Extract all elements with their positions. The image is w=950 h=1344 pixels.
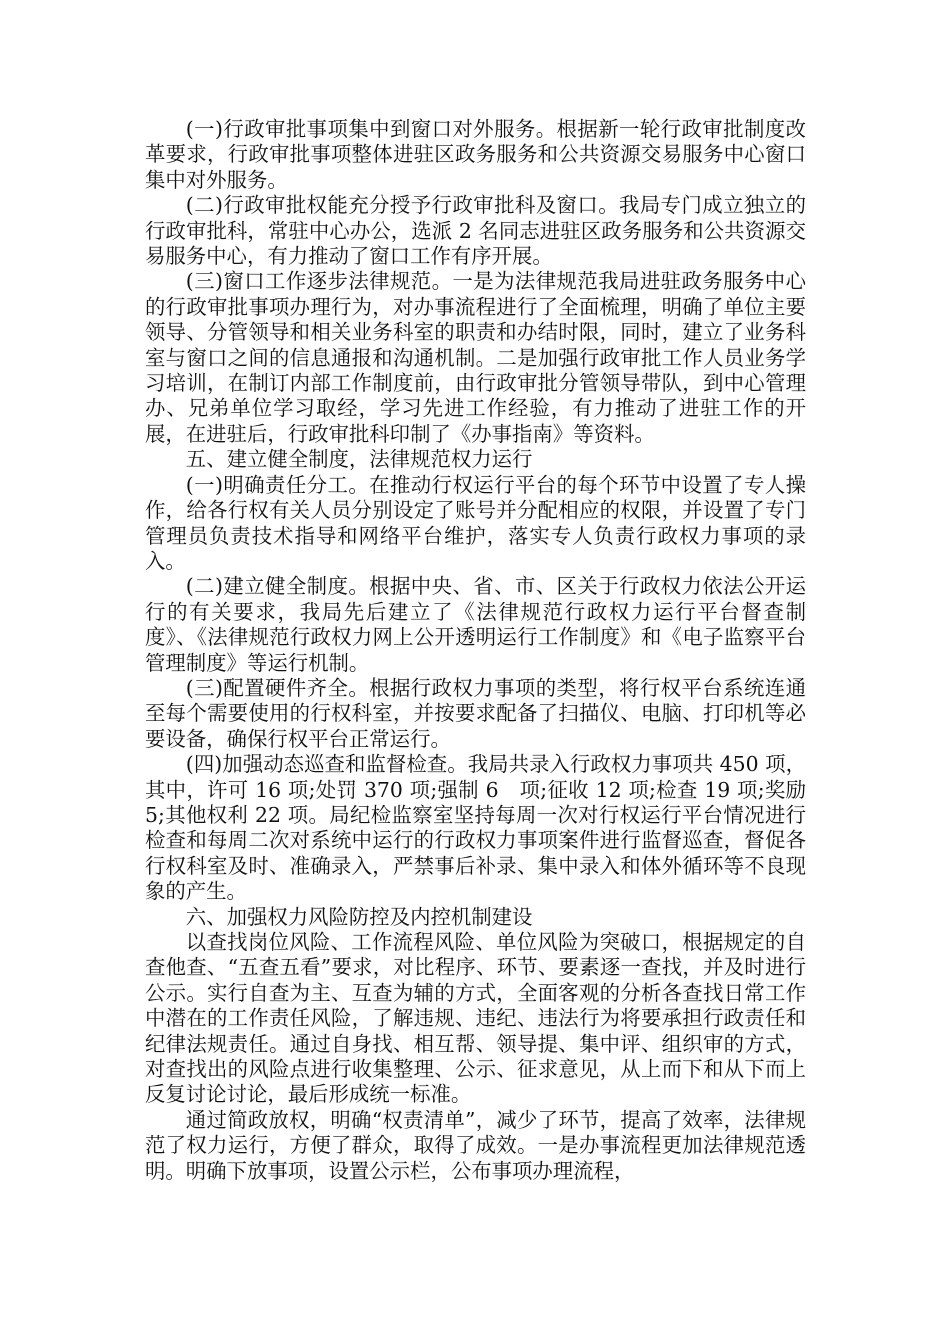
para-1-3: (三)窗口工作逐步法律规范。一是为法律规范我局进驻政务服务中心的行政审批事项办理行为，对办事流程进行了全面梳理，明确了单位主要领导、分管领导和相关业务科室的职责和办结时限，同时，建立了业务科室与窗口之间的信息通报和沟通机制。二是加强行政审批工作人员业务学习培训，在制订内部工作制度前，由行政审批分管领导带队，到中心管理办、兄弟单位学习取经，学习先进工作经验，有力推动了进驻工作的开展，在进驻后，行政审批科印制了《办事指南》等资料。: [145, 269, 806, 446]
para-5-2: (二)建立健全制度。根据中央、省、市、区关于行政权力依法公开运行的有关要求，我局先后建立了《法律规范行政权力运行平台督查制度》、《法律规范行政权力网上公开透明运行工作制度》和《电子监察平台管理制度》等运行机制。: [145, 574, 806, 675]
section-heading-5: 五、建立健全制度，法律规范权力运行: [185, 447, 533, 472]
para-1-2: (二)行政审批权能充分授予行政审批科及窗口。我局专门成立独立的行政审批科，常驻中心办公，选派 2 名同志进驻区政务服务和公共资源交易服务中心，有力推动了窗口工作有序开展。: [145, 193, 806, 269]
para-5-1: (一)明确责任分工。在推动行权运行平台的每个环节中设置了专人操作，给各行权有关人员分别设定了账号并分配相应的权限，并设置了专门管理员负责技术指导和网络平台维护，落实专人负责行政权力事项的录入。: [145, 472, 806, 573]
para-6-2: 通过简政放权，明确“权责清单”，减少了环节，提高了效率，法律规范了权力运行，方便了群众，取得了成效。一是办事流程更加法律规范透明。明确下放事项，设置公示栏，公布事项办理流程，: [145, 1107, 806, 1183]
para-5-4: (四)加强动态巡查和监督检查。我局共录入行政权力事项共 450 项，其中，许可 16 项;处罚 370 项;强制 6 项;征收 12 项;检查 19 项;奖励 5;其他权利 22 项。局纪检监察室坚持每周一次对行权运行平台情况进行检查和每周二次对系统中运行的行政权力事项案件进行监督巡查，督促各行权科室及时、准确录入，严禁事后补录、集中录入和体外循环等不良现象的产生。: [145, 752, 806, 904]
para-6-1: 以查找岗位风险、工作流程风险、单位风险为突破口，根据规定的自查他查、“五查五看”要求，对比程序、环节、要素逐一查找，并及时进行公示。实行自查为主、互查为辅的方式，全面客观的分析各查找日常工作中潜在的工作责任风险，了解违规、违纪、违法行为将要承担行政责任和纪律法规责任。通过自身找、相互帮、领导提、集中评、组织审的方式，对查找出的风险点进行收集整理、公示、征求意见，从上而下和从下而上反复讨论讨论，最后形成统一标准。: [145, 930, 806, 1107]
para-5-3: (三)配置硬件齐全。根据行政权力事项的类型，将行权平台系统连通至每个需要使用的行权科室，并按要求配备了扫描仪、电脑、打印机等必要设备，确保行权平台正常运行。: [145, 675, 806, 751]
para-1-1: (一)行政审批事项集中到窗口对外服务。根据新一轮行政审批制度改革要求，行政审批事项整体进驻区政务服务和公共资源交易服务中心窗口集中对外服务。: [145, 117, 806, 192]
document-page: [145, 117, 806, 1184]
section-heading-6: 六、加强权力风险防控及内控机制建设: [185, 904, 533, 929]
